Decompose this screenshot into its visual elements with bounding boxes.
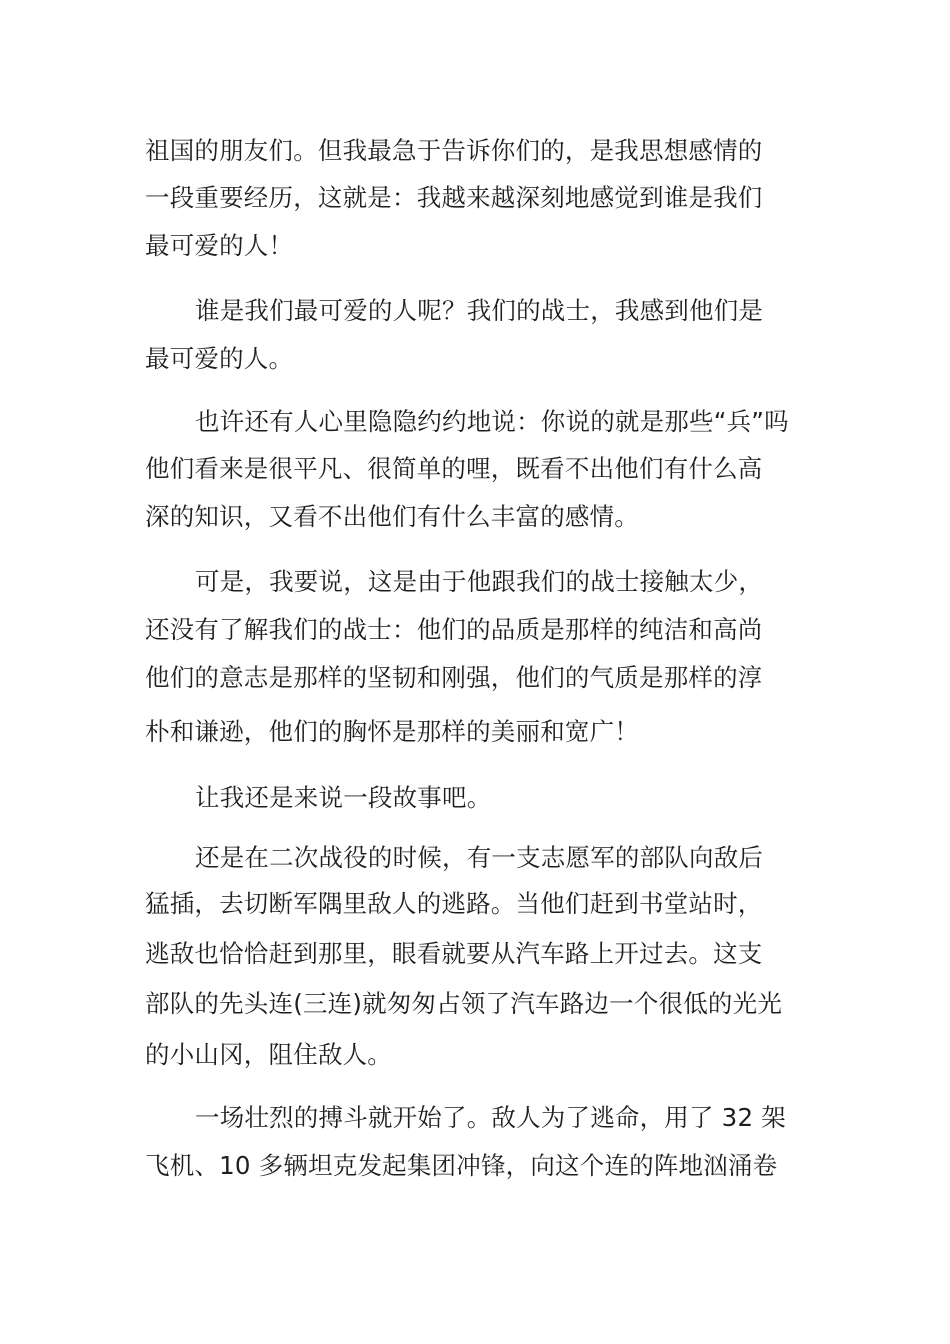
text-line: 还没有了解我们的战士：他们的品质是那样的纯洁和高尚	[145, 615, 763, 644]
text-line: 最可爱的人。	[145, 344, 294, 373]
text-line: 最可爱的人！	[145, 231, 294, 260]
text-line: 猛插，去切断军隅里敌人的逃路。当他们赶到书堂站时，	[145, 889, 763, 918]
text-line: 逃敌也恰恰赶到那里，眼看就要从汽车路上开过去。这支	[145, 939, 763, 968]
text-line: 也许还有人心里隐隐约约地说：你说的就是那些“兵”吗	[195, 407, 789, 436]
text-line: 一段重要经历，这就是：我越来越深刻地感觉到谁是我们	[145, 183, 763, 212]
text-line: 让我还是来说一段故事吧。	[195, 783, 492, 812]
text-line: 的小山冈，阻住敌人。	[145, 1040, 392, 1069]
text-line: 祖国的朋友们。但我最急于告诉你们的，是我思想感情的	[145, 136, 763, 165]
text-line: 朴和谦逊，他们的胸怀是那样的美丽和宽广！	[145, 717, 639, 746]
text-line: 深的知识，又看不出他们有什么丰富的感情。	[145, 502, 639, 531]
text-line: 谁是我们最可爱的人呢？我们的战士，我感到他们是	[195, 296, 764, 325]
text-line: 部队的先头连(三连)就匆匆占领了汽车路边一个很低的光光	[145, 989, 783, 1018]
text-line: 可是，我要说，这是由于他跟我们的战士接触太少，	[195, 567, 764, 596]
text-line: 飞机、10 多辆坦克发起集团冲锋，向这个连的阵地汹涌卷	[145, 1151, 778, 1180]
text-line: 一场壮烈的搏斗就开始了。敌人为了逃命，用了 32 架	[195, 1103, 786, 1132]
text-line: 他们看来是很平凡、很简单的哩，既看不出他们有什么高	[145, 454, 763, 483]
text-line: 还是在二次战役的时候，有一支志愿军的部队向敌后	[195, 843, 764, 872]
text-line: 他们的意志是那样的坚韧和刚强，他们的气质是那样的淳	[145, 663, 763, 692]
